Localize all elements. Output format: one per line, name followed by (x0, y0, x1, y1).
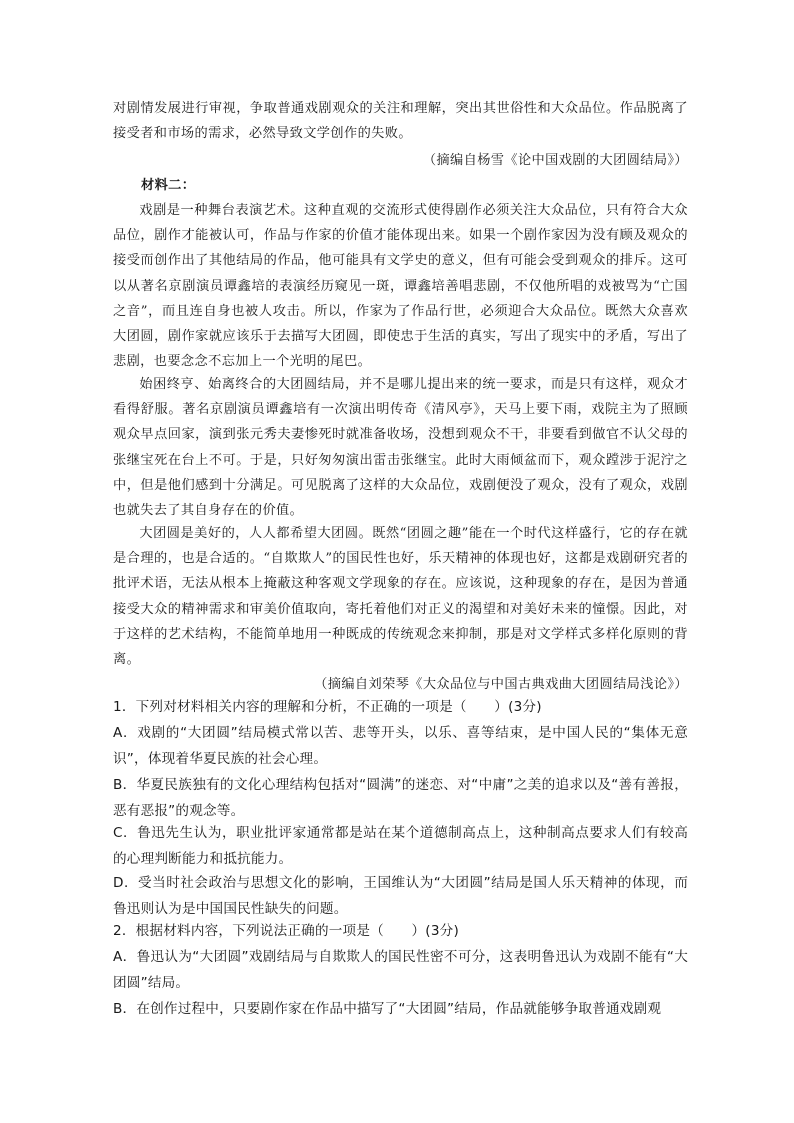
material2-paragraph-1: 戏剧是一种舞台表演艺术。这种直观的交流形式使得剧作必须关注大众品位，只有符合大众品位，剧作才能被认可，作品与作家的价值才能体现出来。如果一个剧作家因为没有顾及观众的接受而创作出了其他结局的作品，他可能具有文学史的意义，但有可能会受到观众的排斥。这可以从著名京剧演员谭鑫培的表演经历窥见一斑，谭鑫培善唱悲剧，不仅他所唱的戏被骂为“亡国之音”，而且连自身也被人攻击。所以，作家为了作品行世，必须迎合大众品位。既然大众喜欢大团圆，剧作家就应该乐于去描写大团圆，即使忠于生活的真实，写出了现实中的矛盾，写出了悲剧，也要念念不忘加上一个光明的尾巴。 (113, 203, 688, 370)
material2-title: 材料二： (141, 178, 196, 193)
question-1-option-c[interactable]: C．鲁迅先生认为，职业批评家通常都是站在某个道德制高点上，这种制高点要求人们有较高的心理判断能力和抵抗能力。 (113, 825, 688, 867)
source-citation-2: （摘编自刘荣琴《大众品位与中国古典戏曲大团圆结局浅论》） (314, 677, 688, 692)
question-2-option-b[interactable]: B．在创作过程中，只要剧作家在作品中描写了“大团圆”结局，作品就能够争取普通戏剧观 (113, 1001, 662, 1017)
question-2-stem: 2．根据材料内容，下列说法正确的一项是（ ）(3分) (113, 923, 459, 939)
source-citation-1: （摘编自杨雪《论中国戏剧的大团圆结局》） (422, 153, 688, 168)
question-2-option-a[interactable]: A．鲁迅认为“大团圆”戏剧结局与自欺欺人的国民性密不可分，这表明鲁迅认为戏剧不能有“大团圆”结局。 (113, 949, 688, 991)
question-1-option-b[interactable]: B．华夏民族独有的文化心理结构包括对“圆满”的迷恋、对“中庸”之美的追求以及“善有善报，恶有恶报”的观念等。 (113, 777, 688, 819)
material2-paragraph-3: 大团圆是美好的，人人都希望大团圆。既然“团圆之趣”能在一个时代这样盛行，它的存在就是合理的，也是合适的。“自欺欺人”的国民性也好，乐天精神的体现也好，这都是戏剧研究者的批评术语，无法从根本上掩蔽这种客观文学现象的存在。应该说，这种现象的存在，是因为普通接受大众的精神需求和审美价值取向，寄托着他们对正义的渴望和对美好未来的憧憬。因此，对于这样的艺术结构，不能简单地用一种既成的传统观念来抑制，那是对文学样式多样化原则的背离。 (113, 526, 688, 668)
question-1-stem: 1．下列对材料相关内容的理解和分析，不正确的一项是（ ）(3分) (113, 699, 542, 715)
question-1-option-d[interactable]: D．受当时社会政治与思想文化的影响，王国维认为“大团圆”结局是国人乐天精神的体现，而鲁迅则认为是中国国民性缺失的问题。 (113, 875, 688, 917)
material1-tail-paragraph: 对剧情发展进行审视，争取普通戏剧观众的关注和理解，突出其世俗性和大众品位。作品脱离了接受者和市场的需求，必然导致文学创作的失败。 (113, 101, 688, 142)
question-1-option-a[interactable]: A．戏剧的“大团圆”结局模式常以苦、悲等开头，以乐、喜等结束，是中国人民的“集体无意识”，体现着华夏民族的社会心理。 (113, 725, 688, 767)
material2-paragraph-2: 始困终亨、始离终合的大团圆结局，并不是哪儿提出来的统一要求，而是只有这样，观众才看得舒服。著名京剧演员谭鑫培有一次演出明传奇《清风亭》，天马上要下雨，戏院主为了照顾观众早点回家，演到张元秀夫妻惨死时就准备收场，没想到观众不干，非要看到做官不认父母的张继宝死在台上不可。于是，只好匆匆演出雷击张继宝。此时大雨倾盆而下，观众蹚涉于泥泞之中，但是他们感到十分满足。可见脱离了这样的大众品位，戏剧便没了观众，没有了观众，戏剧也就失去了其自身存在的价值。 (113, 377, 688, 519)
